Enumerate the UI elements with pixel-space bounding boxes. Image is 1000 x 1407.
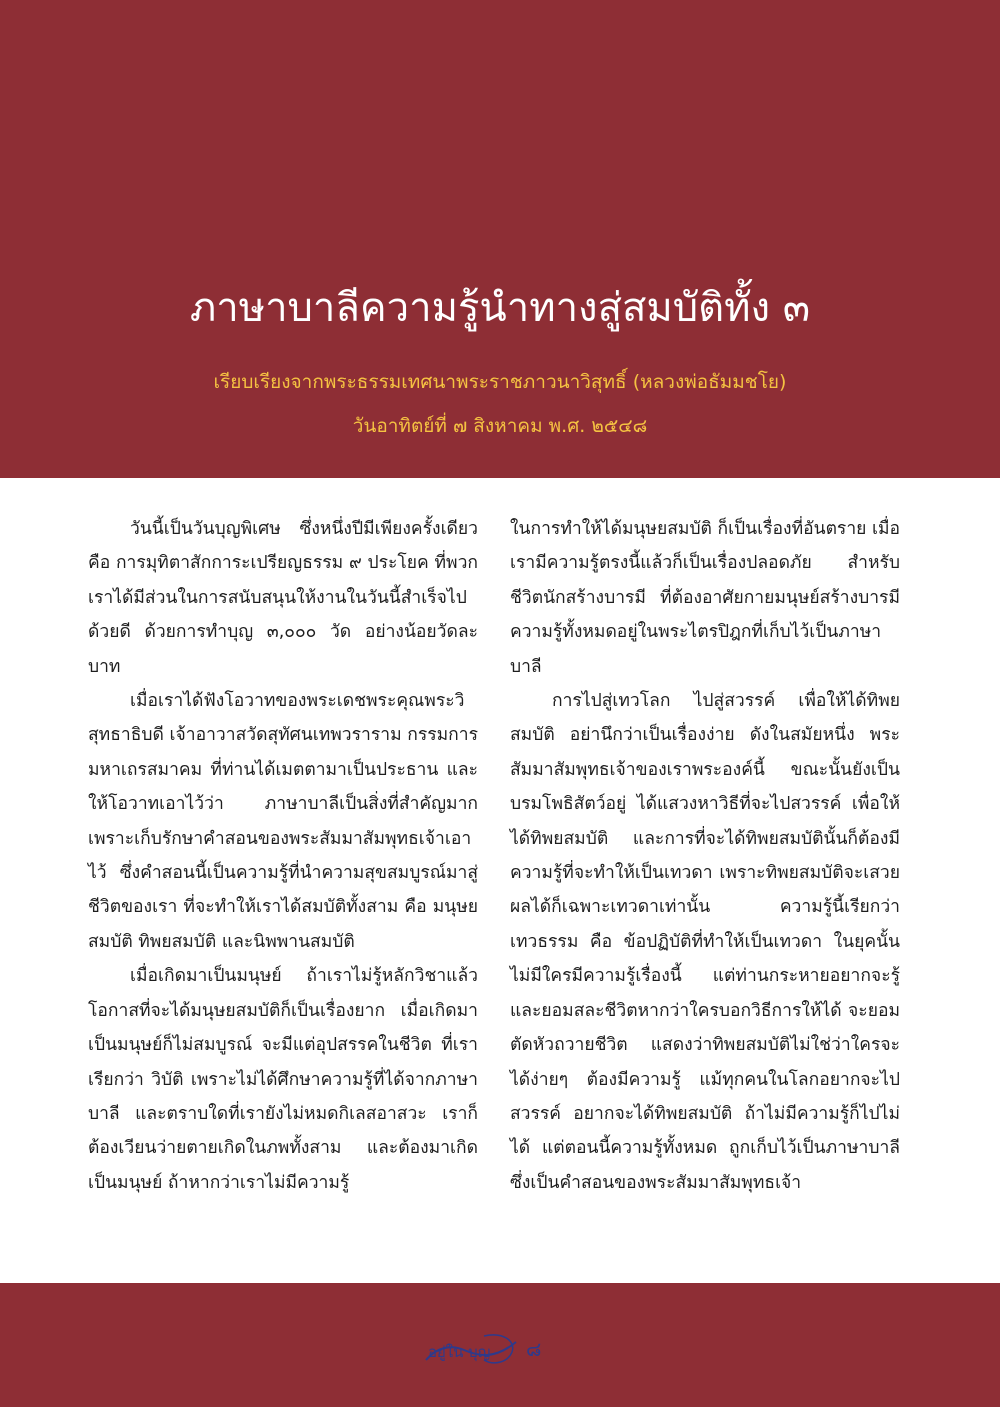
paragraph: วันนี้เป็นวันบุญพิเศษ ซึ่งหนึ่งปีมีเพียงครั้งเดียว คือ การมุทิตาสักการะเปรียญธรรม ๙ ประโยค ที่พวกเราได้มีส่วนในการสนับสนุนให้งานในวันนี้สำเร็จไปด้วยดี ด้วยการทำบุญ ๓,๐๐๐ วัด อย่างน้อยวัดละบาท — [88, 519, 478, 677]
paragraph: การไปสู่เทวโลก ไปสู่สวรรค์ เพื่อให้ได้ทิพยสมบัติ อย่านึกว่าเป็นเรื่องง่าย ดังในสมัยหนึ่ง พระสัมมาสัมพุทธเจ้าของเราพระองค์นี้ ขณะนั้นยังเป็นบรมโพธิสัตว์อยู่ ได้แสวงหาวิธีที่จะไปสวรรค์ เพื่อให้ได้ทิพยสมบัติ และการที่จะได้ทิพยสมบัตินั้นก็ต้องมีความรู้ที่จะทำให้เป็นเทวดา เพราะทิพยสมบัติจะเสวยผลได้ก็เฉพาะเทวดาเท่านั้น ความรู้นี้เรียกว่า เทวธรรม คือ ข้อปฏิบัติที่ทำให้เป็นเทวดา ในยุคนั้นไม่มีใครมีความรู้เรื่องนี้ แต่ท่านกระหายอยากจะรู้ และยอมสละชีวิตหากว่าใครบอกวิธีการให้ได้ จะยอมตัดหัวถวายชีวิต แสดงว่าทิพยสมบัติไม่ใช่ว่าใครจะได้ง่ายๆ ต้องมีความรู้ แม้ทุกคนในโลกอยากจะไปสวรรค์ อยากจะได้ทิพยสมบัติ ถ้าไม่มีความรู้ก็ไปไม่ได้ แต่ตอนนี้ความรู้ทั้งหมด ถูกเก็บไว้เป็นภาษาบาลี ซึ่งเป็นคำสอนของพระสัมมาสัมพุทธเจ้า — [510, 691, 900, 1193]
right-column — [510, 512, 900, 1200]
article-subtitle: เรียบเรียงจากพระธรรมเทศนาพระราชภาวนาวิสุทธิ์ (หลวงพ่อธัมมชโย) — [213, 371, 787, 393]
paragraph: เมื่อเกิดมาเป็นมนุษย์ ถ้าเราไม่รู้หลักวิชาแล้ว โอกาสที่จะได้มนุษยสมบัติก็เป็นเรื่องยาก เมื่อเกิดมาเป็นมนุษย์ก็ไม่สมบูรณ์ จะมีแต่อุปสรรคในชีวิต ที่เราเรียกว่า วิบัติ เพราะไม่ได้ศึกษาความรู้ที่ได้จากภาษาบาลี และตราบใดที่เรายังไม่หมดกิเลสอาสวะ เราก็ต้องเวียนว่ายตายเกิดในภพทั้งสาม และต้องมาเกิดเป็นมนุษย์ ถ้าหากว่าเราไม่มีความรู้ — [88, 966, 478, 1193]
header-band — [0, 0, 1000, 478]
paragraph: ในการทำให้ได้มนุษยสมบัติ ก็เป็นเรื่องที่อันตราย เมื่อเรามีความรู้ตรงนี้แล้วก็เป็นเรื่องปลอดภัย สำหรับชีวิตนักสร้างบารมี ที่ต้องอาศัยกายมนุษย์สร้างบารมี ความรู้ทั้งหมดอยู่ในพระไตรปิฎกที่เก็บไว้เป็นภาษาบาลี — [510, 519, 901, 677]
svg-text:อยู่ใน บุญ: อยู่ใน บุญ — [428, 1343, 491, 1361]
article-title: ภาษาบาลีความรู้นำทางสู่สมบัติทั้ง ๓ — [189, 285, 811, 331]
article-date: วันอาทิตย์ที่ ๗ สิงหาคม พ.ศ. ๒๕๔๘ — [352, 415, 648, 437]
left-column — [88, 512, 478, 1200]
page-number: ๘ — [526, 1337, 542, 1361]
paragraph: เมื่อเราได้ฟังโอวาทของพระเดชพระคุณพระวิสุทธาธิบดี เจ้าอาวาสวัดสุทัศนเทพวราราม กรรมการมหาเถรสมาคม ที่ท่านได้เมตตามาเป็นประธาน และให้โอวาทเอาไว้ว่า ภาษาบาลีเป็นสิ่งที่สำคัญมาก เพราะเก็บรักษาคำสอนของพระสัมมาสัมพุทธเจ้าเอาไว้ ซึ่งคำสอนนี้เป็นความรู้ที่นำความสุขสมบูรณ์มาสู่ชีวิตของเรา ที่จะทำให้เราได้สมบัติทั้งสาม คือ มนุษยสมบัติ ทิพยสมบัติ และนิพพานสมบัติ — [88, 691, 478, 952]
magazine-logo-icon — [424, 1330, 520, 1370]
